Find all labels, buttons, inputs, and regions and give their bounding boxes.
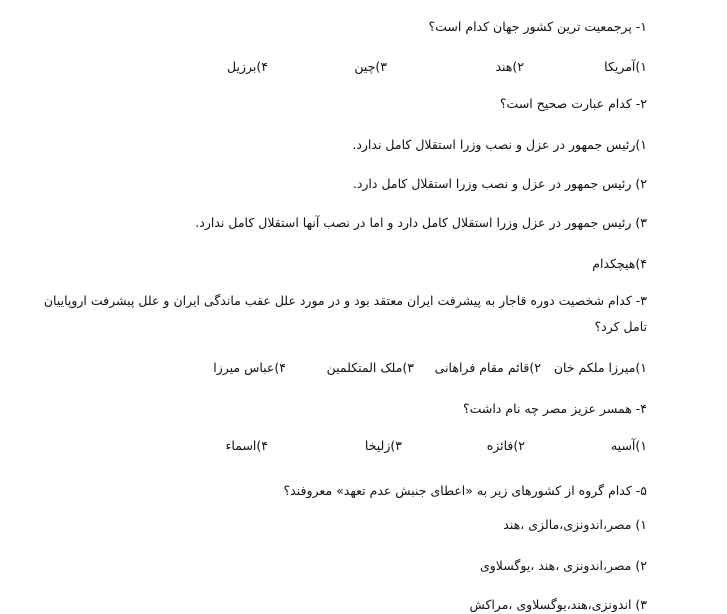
- question-2-text: ۲- کدام عبارت صحیح است؟: [499, 96, 647, 111]
- question-2-option-4: ۴)هیچکدام: [592, 256, 647, 271]
- question-1-option-1: ۱)آمریکا: [604, 59, 647, 74]
- question-3-option-3: ۳)ملک المتکلمین: [326, 360, 414, 375]
- question-1-text: ۱- پرجمعیت ترین کشور جهان کدام است؟: [428, 19, 647, 34]
- question-5-option-2: ۲) مصر،اندونزی ،هند ،یوگسلاوی: [479, 558, 647, 573]
- question-2-option-3: ۳) رئیس جمهور در عزل وزرا استقلال کامل دارد و اما در نصب آنها استقلال کامل ندارد.: [195, 215, 647, 230]
- question-3-option-1: ۱)میرزا ملکم خان: [553, 360, 647, 375]
- question-5-text: ۵- کدام گروه از کشورهای زیر به «اعطای جنبش عدم تعهد» معروفند؟: [283, 483, 647, 498]
- question-5-option-3: ۳) اندونزی،هند،یوگسلاوی ،مراکش: [469, 597, 647, 612]
- question-5-option-1: ۱) مصر،اندونزی،مالزی ،هند: [503, 517, 647, 532]
- question-3-option-4: ۴)عباس میرزا: [213, 360, 286, 375]
- question-4-option-4: ۴)اسماء: [225, 438, 268, 453]
- question-4-option-3: ۳)زلیخا: [364, 438, 402, 453]
- question-3-text-line-1: ۳- کدام شخصیت دوره قاجار به پیشرفت ایران معتقد بود و در مورد علل عقب ماندگی ایران و علل پیشرفت اروپاییان: [43, 293, 647, 308]
- question-1-option-2: ۲)هند: [495, 59, 524, 74]
- question-1-option-3: ۳)چین: [354, 59, 387, 74]
- question-4-option-1: ۱)آسیه: [610, 438, 647, 453]
- question-2-option-2: ۲) رئیس جمهور در عزل و نصب وزرا استقلال کامل دارد.: [352, 176, 647, 191]
- question-2-option-1: ۱)رئیس جمهور در عزل و نصب وزرا استقلال کامل ندارد.: [352, 137, 647, 152]
- question-1-option-4: ۴)برزیل: [227, 59, 268, 74]
- question-4-text: ۴- همسر عزیز مصر چه نام داشت؟: [463, 401, 647, 416]
- question-3-option-2: ۲)قائم مقام فراهانی: [434, 360, 541, 375]
- question-3-text-line-2: تامل کرد؟: [594, 319, 647, 334]
- question-4-option-2: ۲)فائزه: [486, 438, 525, 453]
